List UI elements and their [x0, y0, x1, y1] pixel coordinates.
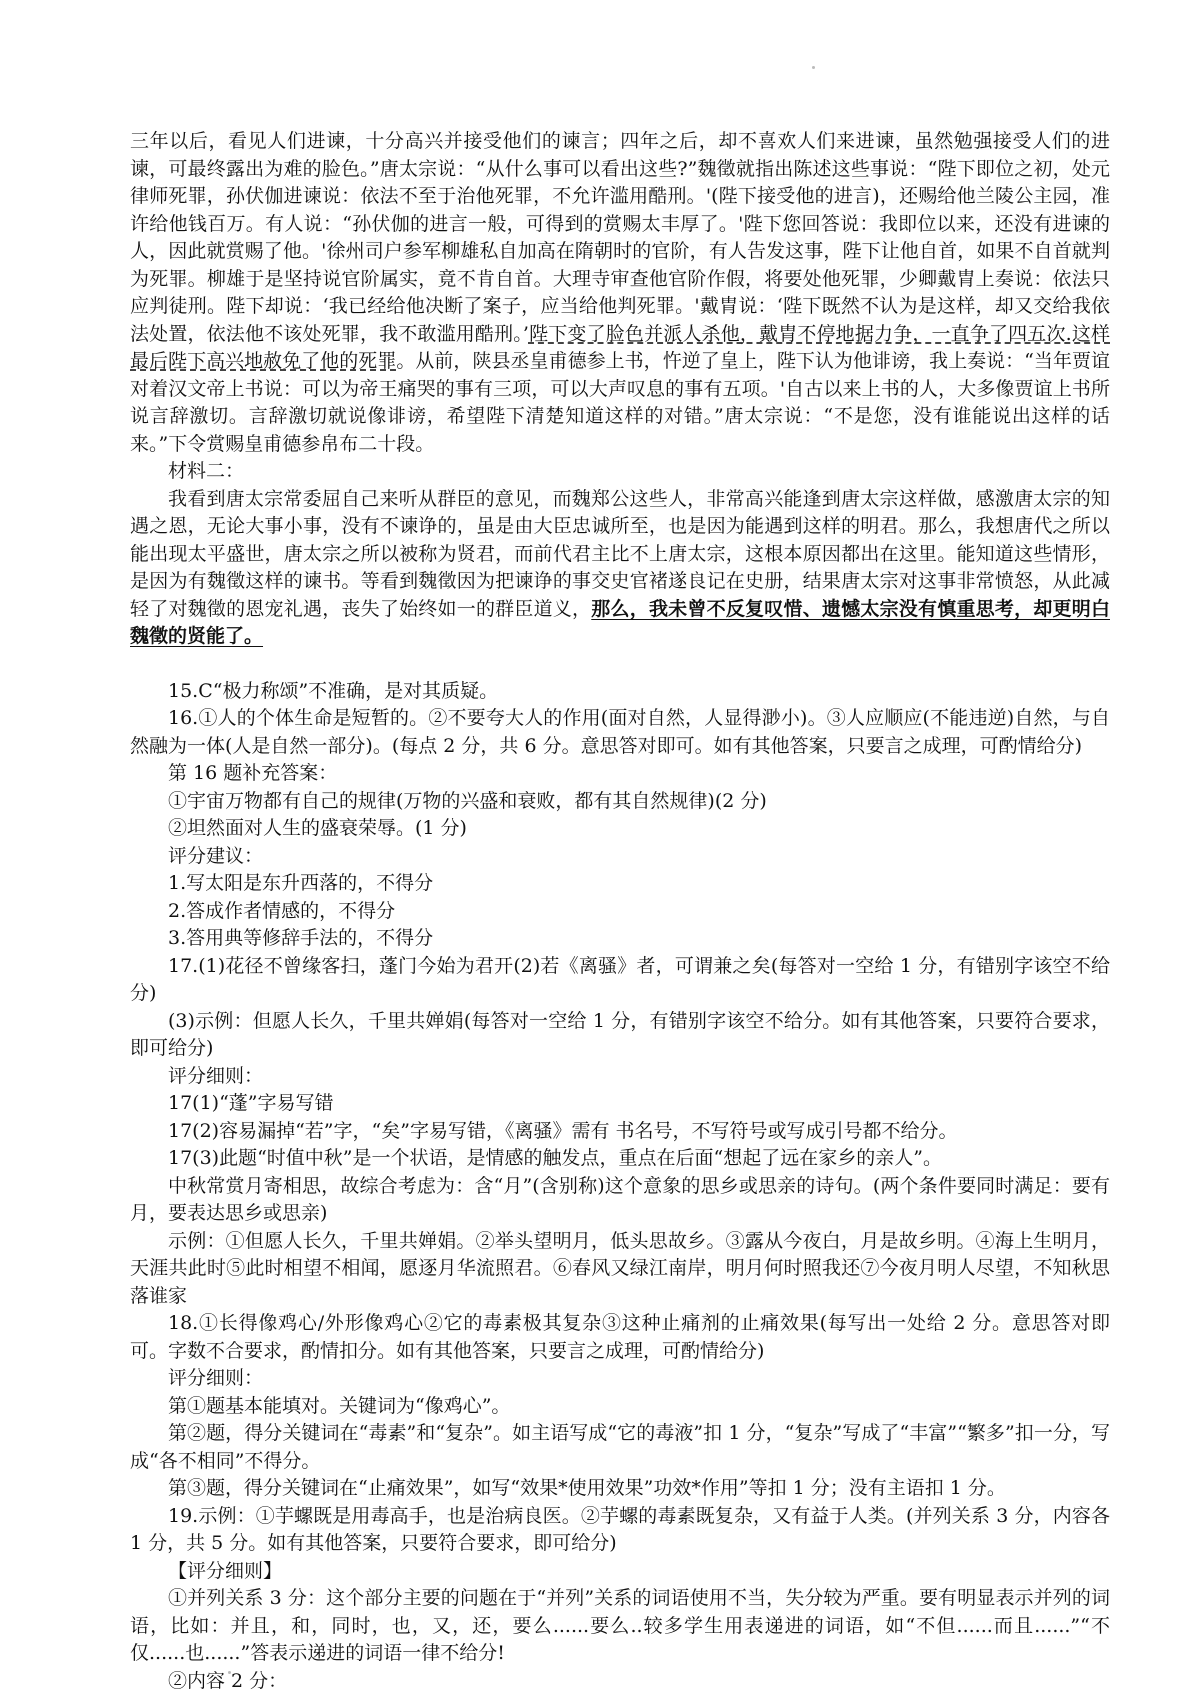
- material-one-tail: 。从前，陕县丞皇甫德参上书，忤逆了皇上，陛下认为他诽谤，我上奏说：“当年贾谊对着汉文帝上书说：可以为帝王痛哭的事有三项，可以大声叹息的事有五项。'自古以来上书的人，大多像贾谊上书所说言辞激切。言辞激切就说像诽谤，希望陛下清楚知道这样的对错。”唐太宗说：“不是您，没有谁能说出这样的话来。”下令赏赐皇甫德参帛布二十段。: [130, 350, 1110, 455]
- dashed-underlined-sentence: 陛下变了脸色并派人杀他，戴胄不停地据力争，一直争了四五次.这样最后陛下高兴地赦免了他的死罪: [130, 322, 1110, 372]
- material-two-heading: 材料二：: [168, 460, 245, 482]
- answer-19: 19.示例：①芋螺既是用毒高手，也是治病良医。②芋螺的毒素既复杂，又有益于人类。(并列关系 3 分，内容各 1 分，共 5 分。如有其他答案，只要符合要求，即可给分): [130, 1504, 1110, 1554]
- answer-16-supplement-heading: 第 16 题补充答案：: [168, 762, 338, 784]
- rule-18-1: 第①题基本能填对。关键词为“像鸡心”。: [168, 1394, 511, 1417]
- answer-18: 18.①长得像鸡心/外形像鸡心②它的毒素极其复杂③这种止痛剂的止痛效果(每写出一处给 2 分。意思答对即可。字数不合要求，酌情扣分。如有其他答案，只要言之成理，可酌情给分): [130, 1312, 1110, 1362]
- answer-16-supplement-2: ②坦然面对人生的盛衰荣辱。(1 分): [168, 817, 467, 839]
- material-two-paragraph: [130, 486, 1110, 651]
- answer-15: 15.C“极力称颂”不准确，是对其质疑。: [168, 679, 499, 702]
- rule-19-2: ②内容 2 分：: [168, 1669, 288, 1692]
- material-one-paragraph: [130, 128, 1110, 458]
- scoring-rules-heading: 评分细则：: [168, 1064, 264, 1087]
- scoring-advice-3: 3.答用典等修辞手法的，不得分: [168, 927, 434, 949]
- rule-17-1: 17(1)“蓬”字易写错: [168, 1092, 334, 1114]
- rule-18-2: 第②题，得分关键词在“毒素”和“复杂”。如主语写成“它的毒液”扣 1 分，“复杂”写成了“丰富”“繁多”扣一分，写成“各不相同”不得分。: [130, 1422, 1110, 1472]
- document-page: [130, 128, 1110, 1695]
- rule-19-1: ①并列关系 3 分：这个部分主要的问题在于“并列”关系的词语使用不当，失分较为严重。要有明显表示并列的词语，比如：并且，和，同时，也，又，还，要么......要么..较多学生用表递进的词语，如“不但......而且......”“不仅......也......”答表示递进的词语一律不给分!: [130, 1587, 1110, 1664]
- scoring-rules-heading-19: 【评分细则】: [168, 1559, 283, 1582]
- section-gap: [130, 651, 1110, 678]
- answer-16-supplement-1: ①宇宙万物都有自己的规律(万物的兴盛和衰败，都有其自然规律)(2 分): [168, 789, 767, 812]
- scoring-advice-2: 2.答成作者情感的，不得分: [168, 899, 396, 922]
- answer-17-1-2: 17.(1)花径不曾缘客扫，蓬门今始为君开(2)若《离骚》者，可谓兼之矣(每答对一空给 1 分，有错别字该空不给分): [130, 954, 1110, 1004]
- scoring-advice-heading: 评分建议：: [168, 844, 264, 867]
- scoring-rules-heading-18: 评分细则：: [168, 1367, 264, 1389]
- material-two-text: 我看到唐太宗常委屈自己来听从群臣的意见，而魏郑公这些人，非常高兴能逢到唐太宗这样做，感激唐太宗的知遇之恩，无论大事小事，没有不谏诤的，虽是由大臣忠诚所至，也是因为能遇到这样的明君。那么，我想唐代之所以能出现太平盛世，唐太宗之所以被称为贤君，而前代君主比不上唐太宗，这根本原因都出在这里。能知道这些情形，是因为有魏徵这样的谏书。等看到魏徵因为把谏诤的事交史官褚遂良记在史册，结果唐太宗对这事非常愤怒，从此减轻了对魏徵的恩宠礼遇，丧失了始终如一的群臣道义，: [130, 487, 1110, 620]
- rule-17-2: 17(2)容易漏掉“若”字，“矣”字易写错，《离骚》需有 书名号，不写符号或写成引号都不给分。: [168, 1119, 958, 1142]
- emphasized-conclusion: 那么，我未曾不反复叹惜、遗憾太宗没有慎重思考，却更明白魏徵的贤能了。: [130, 597, 1110, 647]
- rule-17-3-examples: 示例：①但愿人长久，千里共婵娟。②举头望明月，低头思故乡。③露从今夜白，月是故乡明。④海上生明月，天涯共此时⑤此时相望不相闻，愿逐月华流照君。⑥春风又绿江南岸，明月何时照我还⑦今夜月明人尽望，不知秋思落谁家: [130, 1229, 1110, 1307]
- rule-17-3: 17(3)此题“时值中秋”是一个状语，是情感的触发点，重点在后面“想起了远在家乡的亲人”。: [168, 1147, 942, 1169]
- material-one-text: 三年以后，看见人们进谏，十分高兴并接受他们的谏言；四年之后，却不喜欢人们来进谏，虽然勉强接受人们的进谏，可最终露出为难的脸色。”唐太宗说：“从什么事可以看出这些?”魏徵就指出陈述这些事说：“陛下即位之初，处元律师死罪，孙伏伽进谏说：依法不至于治他死罪，不允许滥用酷刑。'(陛下接受他的进言)，还赐给他兰陵公主园，准许给他钱百万。有人说：“孙伏伽的进言一般，可得到的赏赐太丰厚了。'陛下您回答说：我即位以来，还没有进谏的人，因此就赏赐了他。'徐州司户参军柳雄私自加高在隋朝时的官阶，有人告发这事，陛下让他自首，如果不自首就判为死罪。柳雄于是坚持说官阶属实，竟不肯自首。大理寺审查他官阶作假，将要处他死罪，少卿戴胄上奏说：依法只应判徒刑。陛下却说：‘我已经给他决断了案子，应当给他判死罪。'戴胄说：‘陛下既然不认为是这样，却又交给我依法处置，依法他不该处死罪，我不敢滥用酷刑。’: [130, 130, 1110, 345]
- rule-18-3: 第③题，得分关键词在“止痛效果”，如写“效果*使用效果”功效*作用”等扣 1 分；没有主语扣 1 分。: [168, 1477, 1006, 1499]
- answer-16: 16.①人的个体生命是短暂的。②不要夸大人的作用(面对自然，人显得渺小)。③人应顺应(不能违逆)自然，与自然融为一体(人是自然一部分)。(每点 2 分，共 6 分。意思答对即可。如有其他答案，只要言之成理，可酌情给分): [130, 707, 1110, 757]
- answer-17-3: (3)示例：但愿人长久，千里共婵娟(每答对一空给 1 分，有错别字该空不给分。如有其他答案，只要符合要求，即可给分): [130, 1009, 1110, 1059]
- scan-speck-top: [812, 66, 815, 69]
- scoring-advice-1: 1.写太阳是东升西落的，不得分: [168, 872, 434, 894]
- rule-17-3-detail: 中秋常赏月寄相思，故综合考虑为：含“月”(含别称)这个意象的思乡或思亲的诗句。(两个条件要同时满足：要有月，要表达思乡或思亲): [130, 1174, 1110, 1224]
